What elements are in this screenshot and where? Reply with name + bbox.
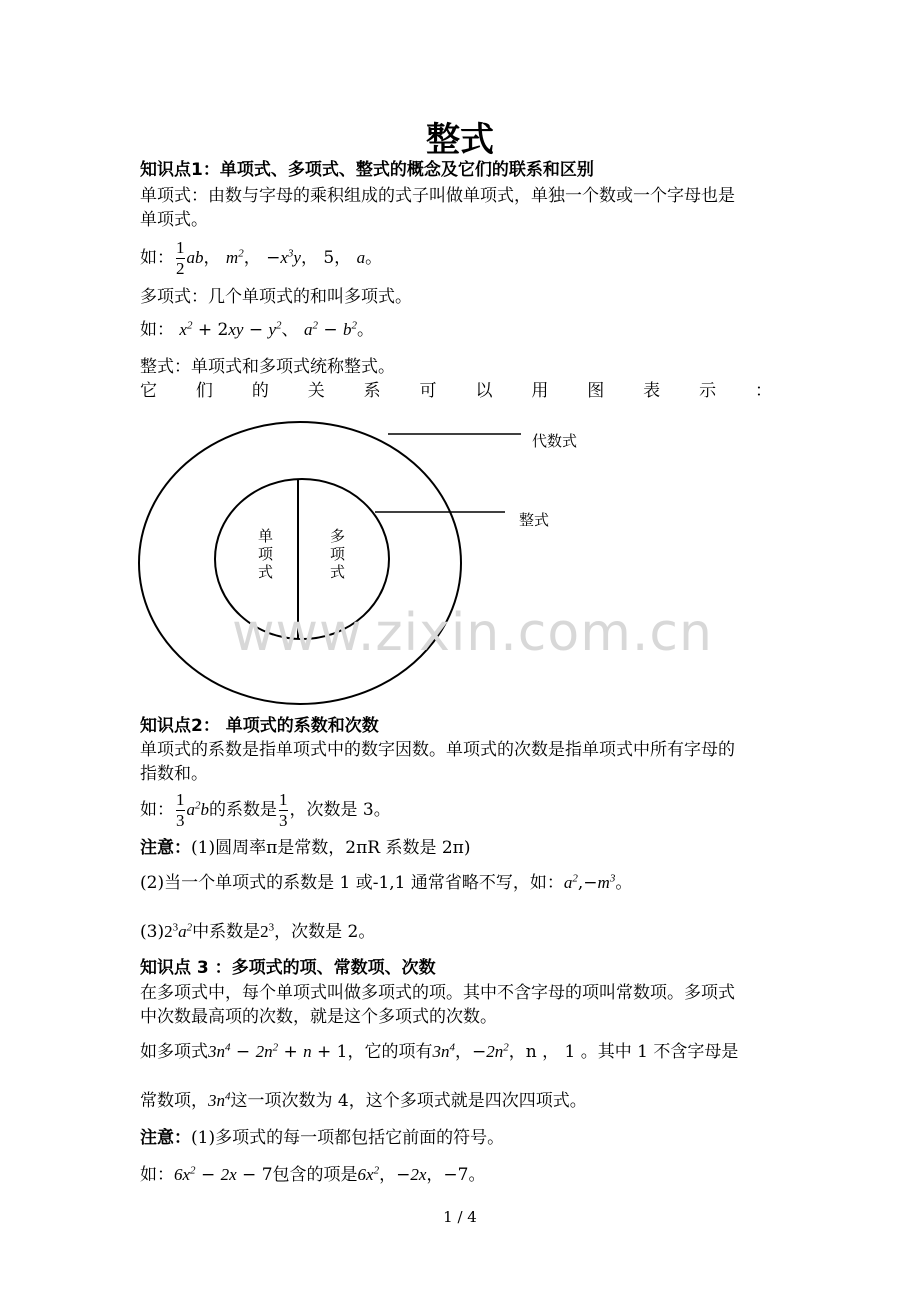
kp2-note1: 注意：(1)圆周率π是常数，2πR 系数是 2π): [140, 838, 471, 858]
kp3-example3: 如：$6x^2 - 2x - 7$包含的项是$6x^2$，−2x，−7。: [140, 1164, 486, 1185]
kp1-polynomial-examples: 如： $x^2 + 2xy - y^2$、 $a^2 - b^2$。: [140, 319, 374, 340]
kp1-relation-sentence: 它 们 的 关 系 可 以 用 图 表 示 ：: [140, 381, 772, 401]
kp3-heading: 知识点 3 ：多项式的项、常数项、次数: [140, 958, 436, 978]
watermark: www.zixin.com.cn: [232, 603, 713, 663]
kp3-example2: 常数项，$3n^4$这一项次数为 4，这个多项式就是四次四项式。: [140, 1090, 587, 1111]
kp2-note2: (2)当一个单项式的系数是 1 或-1,1 通常省略不写，如：$a^2,-m^3$。: [140, 872, 633, 893]
kp1-heading: 知识点1：单项式、多项式、整式的概念及它们的联系和区别: [140, 160, 594, 180]
kp1-monomial-definition: 单项式：由数与字母的乘积组成的式子叫做单项式，单独一个数或一个字母也是: [140, 186, 735, 206]
page-title: 整式: [426, 120, 494, 160]
outer-label: 代数式: [532, 432, 578, 450]
inner-label: 整式: [519, 511, 550, 529]
kp2-heading: 知识点2： 单项式的系数和次数: [140, 716, 379, 736]
example-prefix: 如：: [140, 320, 174, 340]
right-label-char: 多: [330, 527, 346, 545]
left-label-char: 单: [258, 527, 274, 545]
kp2-definition: 单项式的系数是指单项式中的数字因数。单项式的次数是指单项式中所有字母的: [140, 740, 735, 760]
right-label-char: 式: [330, 563, 346, 581]
kp3-example1: 如多项式$3n^4 - 2n^2 + n + 1$，它的项有$3n^4$，$-2n^2$，n ， 1 。其中 1 不含字母是: [140, 1041, 739, 1062]
fraction-one-third: $\frac{1}{3}$: [176, 790, 185, 830]
right-label-char: 项: [330, 545, 346, 563]
kp1-whole-expression-definition: 整式：单项式和多项式统称整式。: [140, 357, 395, 377]
left-label-char: 式: [258, 563, 274, 581]
kp1-monomial-definition-cont: 单项式。: [140, 210, 208, 230]
page-number: 1 / 4: [443, 1208, 477, 1226]
kp3-definition: 在多项式中，每个单项式叫做多项式的项。其中不含字母的项叫常数项。多项式: [140, 983, 735, 1003]
kp3-definition-cont: 中次数最高项的次数，就是这个多项式的次数。: [140, 1007, 497, 1027]
example-prefix: 如：: [140, 248, 174, 268]
kp3-note: 注意：(1)多项式的每一项都包括它前面的符号。: [140, 1128, 505, 1148]
kp1-polynomial-definition: 多项式：几个单项式的和叫多项式。: [140, 287, 412, 307]
left-label-char: 项: [258, 545, 274, 563]
fraction-one-half: $\frac{1}{2}$: [176, 238, 185, 278]
kp2-definition-cont: 指数和。: [140, 764, 208, 784]
kp2-example: 如： $\frac{1}{3}$ $a^2b$的系数是 $\frac{1}{3}$ ，次数是 3。: [140, 790, 391, 830]
kp1-monomial-examples: 如： $\frac{1}{2}$ ab， $m^2$， $-x^3y$， 5， a。: [140, 238, 383, 278]
kp2-note3: $(3)2^3a^2$中系数是$2^3$，次数是 2。: [140, 921, 376, 942]
